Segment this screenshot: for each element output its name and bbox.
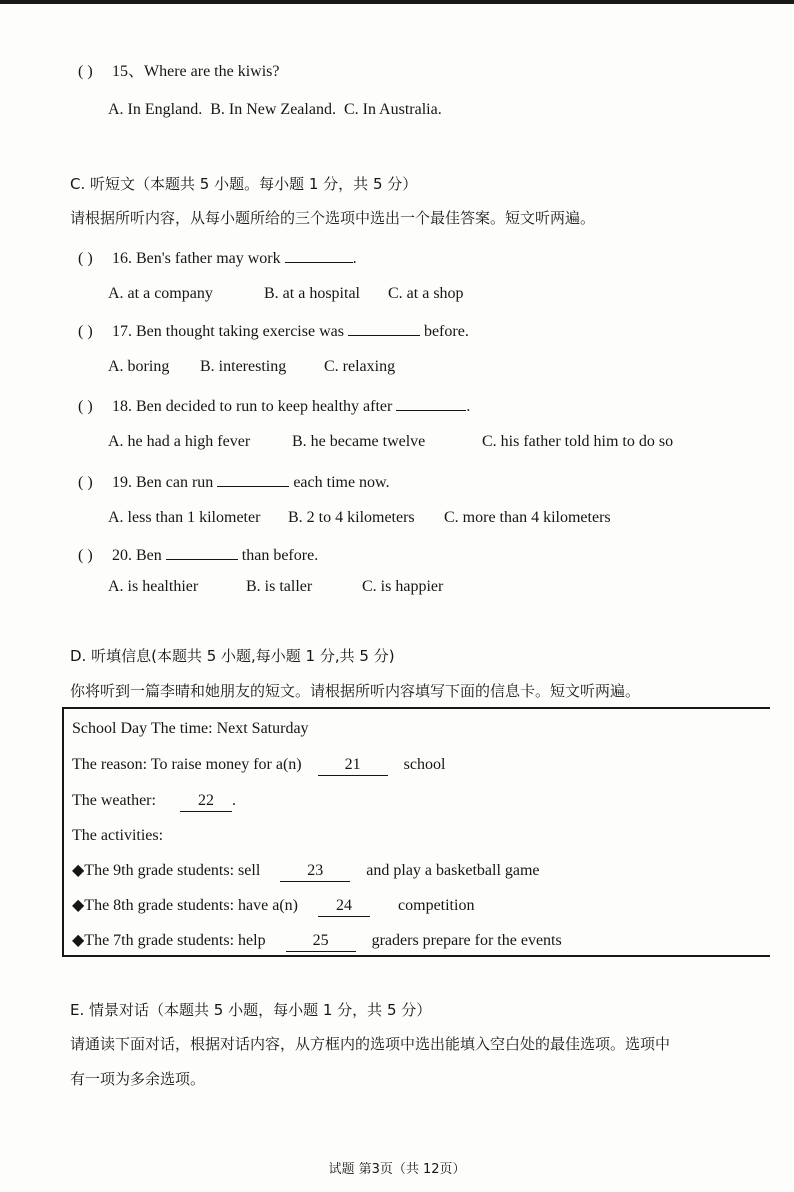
card-row-9th-grade xyxy=(72,861,540,882)
question-15 xyxy=(78,62,280,82)
option-c: C. relaxing xyxy=(324,358,396,375)
option-b: B. 2 to 4 kilometers xyxy=(288,509,415,526)
card-label: ◆The 9th grade students: sell xyxy=(72,862,261,879)
info-card xyxy=(62,707,770,957)
option-c: C. is happier xyxy=(362,578,444,595)
card-row-activities: The activities: xyxy=(72,827,164,844)
answer-blank xyxy=(396,395,466,411)
option-a: A. he had a high fever xyxy=(108,433,251,450)
question-number: 18. xyxy=(112,398,132,415)
card-label: The reason: To raise money for a(n) xyxy=(72,756,302,773)
answer-paren: ( ) xyxy=(78,323,93,340)
question-20 xyxy=(78,544,318,566)
question-18 xyxy=(78,395,470,417)
question-20-options xyxy=(108,577,443,597)
question-text-end: before. xyxy=(423,323,469,340)
card-text: and play a basketball game xyxy=(366,862,540,879)
question-19 xyxy=(78,471,390,493)
page-footer: 试题 第3页（共 12页） xyxy=(328,1162,466,1177)
section-d-instruction: 你将听到一篇李晴和她朋友的短文。请根据所听内容填写下面的信息卡。短文听两遍。 xyxy=(70,682,641,700)
option-a: A. boring xyxy=(108,358,170,375)
question-number: 19. xyxy=(112,474,132,491)
section-c-instruction: 请根据所听内容，从每小题所给的三个选项中选出一个最佳答案。短文听两遍。 xyxy=(70,209,596,227)
answer-paren: ( ) xyxy=(78,250,93,267)
question-text-end: than before. xyxy=(241,547,319,564)
option-b: B. In New Zealand. xyxy=(210,101,336,118)
section-c-title: C. 听短文（本题共 5 小题。每小题 1 分，共 5 分） xyxy=(70,175,418,193)
answer-paren: ( ) xyxy=(78,547,93,564)
card-label: ◆The 7th grade students: help xyxy=(72,932,266,949)
answer-blank xyxy=(348,320,420,336)
option-a: A. In England. xyxy=(108,101,203,118)
answer-blank xyxy=(285,247,353,263)
question-18-options xyxy=(108,432,673,452)
card-label: ◆The 8th grade students: have a(n) xyxy=(72,897,299,914)
question-text: Ben can run xyxy=(136,474,214,491)
card-text: competition xyxy=(398,897,475,914)
option-b: B. he became twelve xyxy=(292,433,426,450)
top-border xyxy=(0,0,794,4)
question-text: Ben's father may work xyxy=(136,250,281,267)
option-c: C. his father told him to do so xyxy=(482,433,674,450)
card-row-8th-grade xyxy=(72,896,474,917)
card-row-7th-grade xyxy=(72,931,562,952)
section-e-title: E. 情景对话（本题共 5 小题，每小题 1 分，共 5 分） xyxy=(70,1001,432,1019)
card-text: . xyxy=(231,792,236,809)
section-d-title: D. 听填信息(本题共 5 小题,每小题 1 分,共 5 分) xyxy=(70,647,395,665)
card-label: The weather: xyxy=(72,792,156,809)
blank-22: 22 xyxy=(180,791,232,812)
answer-blank xyxy=(166,544,238,560)
blank-25: 25 xyxy=(286,931,356,952)
question-number: 16. xyxy=(112,250,132,267)
answer-paren: ( ) xyxy=(78,474,93,491)
question-17 xyxy=(78,320,469,342)
question-15-options xyxy=(108,100,442,120)
option-c: C. more than 4 kilometers xyxy=(444,509,611,526)
card-row-reason xyxy=(72,755,445,776)
answer-blank xyxy=(217,471,289,487)
card-text: school xyxy=(403,756,446,773)
question-number: 17. xyxy=(112,323,132,340)
question-text: Ben xyxy=(136,547,162,564)
option-b: B. is taller xyxy=(246,578,313,595)
option-a: A. at a company xyxy=(108,285,213,302)
section-e-instruction-line2: 有一项为多余选项。 xyxy=(70,1070,206,1088)
option-b: B. at a hospital xyxy=(264,285,360,302)
question-text-end: . xyxy=(352,250,357,267)
option-c: C. In Australia. xyxy=(343,101,442,118)
card-row-weather xyxy=(72,791,236,812)
question-19-options xyxy=(108,508,611,528)
question-text-end: each time now. xyxy=(293,474,390,491)
option-b: B. interesting xyxy=(200,358,287,375)
option-c: C. at a shop xyxy=(388,285,464,302)
card-row-time: School Day The time: Next Saturday xyxy=(72,720,309,737)
answer-paren: ( ) xyxy=(78,398,93,415)
question-17-options xyxy=(108,357,395,377)
answer-paren: ( ) xyxy=(78,63,93,80)
question-number: 20. xyxy=(112,547,132,564)
section-e-instruction-line1: 请通读下面对话，根据对话内容，从方框内的选项中选出能填入空白处的最佳选项。选项中 xyxy=(70,1035,671,1053)
question-text-end: . xyxy=(466,398,471,415)
option-a: A. is healthier xyxy=(108,578,199,595)
card-text: graders prepare for the events xyxy=(371,932,562,949)
question-16-options xyxy=(108,284,464,304)
blank-21: 21 xyxy=(318,755,388,776)
question-16 xyxy=(78,247,357,269)
question-text: 15、Where are the kiwis? xyxy=(112,63,280,80)
question-text: Ben thought taking exercise was xyxy=(136,323,344,340)
question-text: Ben decided to run to keep healthy after xyxy=(136,398,393,415)
blank-23: 23 xyxy=(280,861,350,882)
blank-24: 24 xyxy=(318,896,370,917)
option-a: A. less than 1 kilometer xyxy=(108,509,261,526)
